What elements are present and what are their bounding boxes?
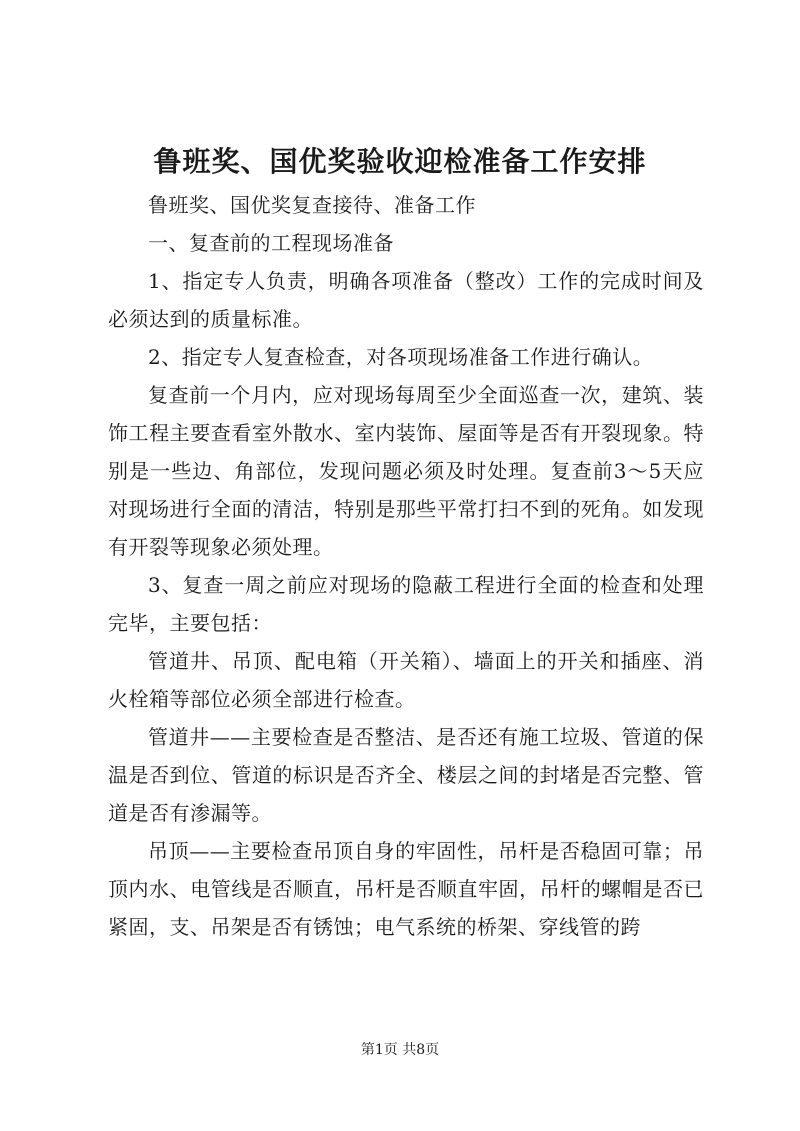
page-footer: 第1页 共8页 bbox=[360, 1042, 440, 1058]
section-heading: 一、复查前的工程现场准备 bbox=[148, 231, 394, 255]
document-body bbox=[108, 186, 704, 946]
paragraph: 吊顶——主要检查吊顶自身的牢固性，吊杆是否稳固可靠；吊顶内水、电管线是否顺直，吊杆是否顺直牢固，吊杆的螺帽是否已紧固，支、吊架是否有锈蚀；电气系统的桥架、穿线管的跨 bbox=[108, 839, 704, 939]
paragraph: 鲁班奖、国优奖复查接待、准备工作 bbox=[148, 193, 476, 217]
paragraph: 管道井、吊顶、配电箱（开关箱）、墙面上的开关和插座、消火栓箱等部位必须全部进行检查。 bbox=[108, 649, 704, 711]
paragraph: 管道井——主要检查是否整洁、是否还有施工垃圾、管道的保温是否到位、管道的标识是否齐全、楼层之间的封堵是否完整、管道是否有渗漏等。 bbox=[108, 725, 704, 825]
paragraph: 1、指定专人负责，明确各项准备（整改）工作的完成时间及必须达到的质量标准。 bbox=[108, 269, 704, 331]
paragraph: 复查前一个月内，应对现场每周至少全面巡查一次，建筑、装饰工程主要查看室外散水、室内装饰、屋面等是否有开裂现象。特别是一些边、角部位，发现问题必须及时处理。复查前3～5天应对现场进行全面的清洁，特别是那些平常打扫不到的死角。如发现有开裂等现象必须处理。 bbox=[108, 383, 704, 559]
paragraph: 2、指定专人复查检查，对各项现场准备工作进行确认。 bbox=[148, 345, 654, 369]
paragraph: 3、复查一周之前应对现场的隐蔽工程进行全面的检查和处理完毕，主要包括： bbox=[108, 573, 704, 635]
page-title: 鲁班奖、国优奖验收迎检准备工作安排 bbox=[153, 145, 647, 178]
